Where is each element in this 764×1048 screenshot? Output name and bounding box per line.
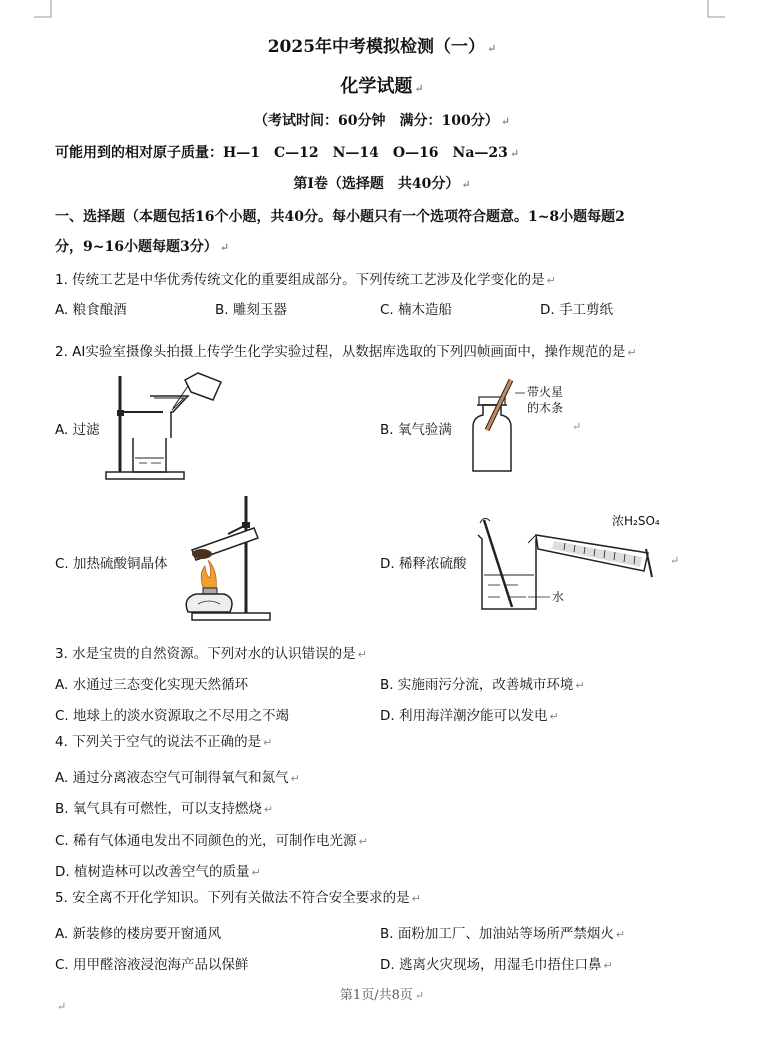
q4-option-b: B. 氧气具有可燃性，可以支持燃烧 ↵ [55, 801, 274, 817]
q3-stem: 3. 水是宝贵的自然资源。下列对水的认识错误的是 ↵ [55, 646, 367, 662]
q1-option-c: C. 楠木造船 [380, 302, 453, 318]
q4-option-a: A. 通过分离液态空气可制得氧气和氮气 ↵ [55, 770, 300, 786]
filtration-apparatus-image [103, 368, 228, 484]
q2-option-b: B. 氧气验满 [380, 422, 452, 438]
acid-label: 浓H₂SO₄ [612, 514, 660, 528]
q2-stem: 2. AI实验室摄像头拍摄上传学生化学实验过程，从数据库选取的下列四帧画面中，操作规范的是 ↵ [55, 344, 637, 360]
q1-option-a: A. 粮食酿酒 [55, 302, 127, 318]
return-mark: ↵ [670, 554, 680, 567]
q2-option-c: C. 加热硫酸铜晶体 [55, 556, 168, 572]
q1-option-b: B. 雕刻玉器 [215, 302, 287, 318]
q3-option-c: C. 地球上的淡水资源取之不尽用之不竭 [55, 708, 290, 724]
atomic-masses: 可能用到的相对原子质量：H—1 C—12 N—14 O—16 Na—23 ↵ [55, 145, 520, 161]
q5-option-a: A. 新装修的楼房要开窗通风 [55, 926, 222, 942]
part-heading: 第Ⅰ卷（选择题 共40分） ↵ [293, 176, 471, 192]
dilute-sulfuric-acid-image [470, 505, 675, 615]
q3-option-d: D. 利用海洋潮汐能可以发电 ↵ [380, 708, 559, 724]
oxygen-test-image [465, 375, 575, 475]
q3-option-a: A. 水通过三态变化实现天然循环 [55, 677, 249, 693]
return-mark: ↵ [572, 420, 582, 433]
q4-stem: 4. 下列关于空气的说法不正确的是 ↵ [55, 734, 273, 750]
section-instructions-line2: 分，9~16小题每题3分） ↵ [55, 239, 229, 255]
splint-label-1: 带火星 [527, 385, 564, 399]
q1-stem: 1. 传统工艺是中华优秀传统文化的重要组成部分。下列传统工艺涉及化学变化的是 ↵ [55, 272, 556, 288]
exam-info: （考试时间：60分钟 满分：100分） ↵ [254, 113, 510, 129]
section-instructions-line1: 一、选择题（本题包括16个小题，共40分。每小题只有一个选项符合题意。1~8小题每题2 [55, 209, 625, 225]
splint-label-2: 的木条 [527, 401, 564, 415]
q5-option-c: C. 用甲醛溶液浸泡海产品以保鲜 [55, 957, 249, 973]
q3-option-b: B. 实施雨污分流，改善城市环境 ↵ [380, 677, 585, 693]
water-label: 水 [552, 590, 565, 604]
q5-stem: 5. 安全离不开化学知识。下列有关做法不符合安全要求的是 ↵ [55, 890, 421, 906]
heating-copper-sulfate-image [172, 494, 282, 624]
q5-option-d: D. 逃离火灾现场，用湿毛巾捂住口鼻 ↵ [380, 957, 613, 973]
q4-option-c: C. 稀有气体通电发出不同颜色的光，可制作电光源 ↵ [55, 833, 368, 849]
q4-option-d: D. 植树造林可以改善空气的质量 ↵ [55, 864, 261, 880]
return-mark: ↵ [57, 1000, 67, 1013]
q2-option-a: A. 过滤 [55, 422, 100, 438]
crop-mark-top-right [707, 0, 725, 18]
q2-option-d: D. 稀释浓硫酸 [380, 556, 467, 572]
subject-title: 化学试题 ↵ [340, 76, 424, 97]
page-number: 第1页/共8页 ↵ [339, 988, 425, 1003]
crop-mark-top-left [34, 0, 52, 18]
exam-title: 2025年中考模拟检测（一） ↵ [267, 37, 497, 57]
q5-option-b: B. 面粉加工厂、加油站等场所严禁烟火 ↵ [380, 926, 626, 942]
q1-option-d: D. 手工剪纸 [540, 302, 613, 318]
